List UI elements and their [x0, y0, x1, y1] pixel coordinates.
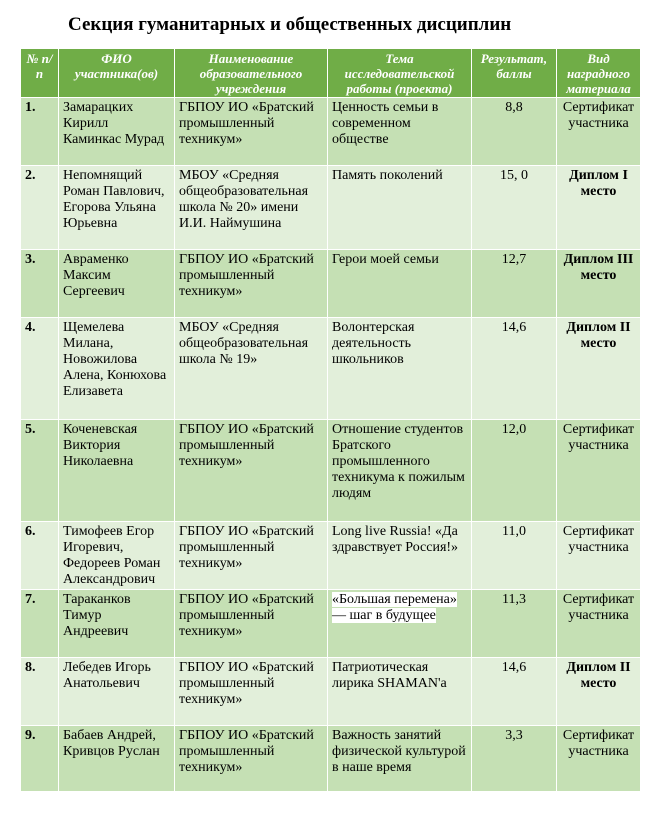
award: Диплом II место	[557, 318, 641, 420]
table-row	[21, 658, 641, 726]
table-body	[21, 98, 641, 792]
header-topic: Тема исследовательской работы (проекта)	[328, 49, 472, 98]
table-row	[21, 590, 641, 658]
award: Сертификат участника	[557, 522, 641, 590]
header-name: ФИО участника(ов)	[59, 49, 175, 98]
header-award: Вид наградного материала	[557, 49, 641, 98]
project-topic: Герои моей семьи	[328, 250, 472, 318]
school-name: ГБПОУ ИО «Братский промышленный техникум»	[175, 98, 328, 166]
table-row	[21, 420, 641, 522]
project-topic: Патриотическая лирика SHAMAN'a	[328, 658, 472, 726]
score: 3,3	[472, 726, 557, 792]
header-score: Результат, баллы	[472, 49, 557, 98]
table-row	[21, 250, 641, 318]
project-topic: Отношение студентов Братского промышленного техникума к пожилым людям	[328, 420, 472, 522]
table-header	[21, 49, 641, 98]
participant-name: Тимофеев Егор Игоревич, Федореев Роман Александрович	[59, 522, 175, 590]
participant-name: Непомнящий Роман Павлович, Егорова Ульяна Юрьевна	[59, 166, 175, 250]
section-title: Секция гуманитарных и общественных дисциплин	[68, 14, 512, 35]
header-school: Наименование образовательного учреждения	[175, 49, 328, 98]
score: 11,0	[472, 522, 557, 590]
project-topic: Важность занятий физической культурой в наше время	[328, 726, 472, 792]
school-name: ГБПОУ ИО «Братский промышленный техникум»	[175, 420, 328, 522]
project-topic: Long live Russia! «Да здравствует Россия!»	[328, 522, 472, 590]
school-name: ГБПОУ ИО «Братский промышленный техникум»	[175, 250, 328, 318]
row-num: 3.	[21, 250, 59, 318]
school-name: ГБПОУ ИО «Братский промышленный техникум»	[175, 590, 328, 658]
table-row	[21, 166, 641, 250]
score: 12,7	[472, 250, 557, 318]
results-table	[20, 48, 641, 792]
score: 14,6	[472, 318, 557, 420]
project-topic	[328, 590, 472, 658]
school-name: ГБПОУ ИО «Братский промышленный техникум»	[175, 726, 328, 792]
school-name: МБОУ «Средняя общеобразовательная школа № 19»	[175, 318, 328, 420]
participant-name: Щемелева Милана, Новожилова Алена, Конюхова Елизавета	[59, 318, 175, 420]
score: 12,0	[472, 420, 557, 522]
score: 11,3	[472, 590, 557, 658]
table-row	[21, 318, 641, 420]
participant-name: Авраменко Максим Сергеевич	[59, 250, 175, 318]
table-row	[21, 522, 641, 590]
row-num: 6.	[21, 522, 59, 590]
award: Сертификат участника	[557, 590, 641, 658]
school-name: ГБПОУ ИО «Братский промышленный техникум»	[175, 522, 328, 590]
row-num: 4.	[21, 318, 59, 420]
row-num: 9.	[21, 726, 59, 792]
award: Диплом III место	[557, 250, 641, 318]
header-num: № п/п	[21, 49, 59, 98]
table-row	[21, 98, 641, 166]
school-name: МБОУ «Средняя общеобразовательная школа № 20» имени И.И. Наймушина	[175, 166, 328, 250]
project-topic: Волонтерская деятельность школьников	[328, 318, 472, 420]
award: Сертификат участника	[557, 420, 641, 522]
award: Диплом II место	[557, 658, 641, 726]
row-num: 8.	[21, 658, 59, 726]
row-num: 2.	[21, 166, 59, 250]
school-name: ГБПОУ ИО «Братский промышленный техникум»	[175, 658, 328, 726]
row-num: 1.	[21, 98, 59, 166]
score: 8,8	[472, 98, 557, 166]
score: 15, 0	[472, 166, 557, 250]
row-num: 7.	[21, 590, 59, 658]
score: 14,6	[472, 658, 557, 726]
participant-name: Тараканков Тимур Андреевич	[59, 590, 175, 658]
project-topic: Память поколений	[328, 166, 472, 250]
participant-name: Коченевская Виктория Николаевна	[59, 420, 175, 522]
award: Сертификат участника	[557, 98, 641, 166]
award: Сертификат участника	[557, 726, 641, 792]
award: Диплом I место	[557, 166, 641, 250]
participant-name: Лебедев Игорь Анатольевич	[59, 658, 175, 726]
project-topic-highlight: «Большая перемена» — шаг в будущее	[332, 592, 457, 623]
participant-name: Замарацких Кирилл Каминкас Мурад	[59, 98, 175, 166]
project-topic: Ценность семьи в современном обществе	[328, 98, 472, 166]
header-row	[21, 49, 641, 98]
participant-name: Бабаев Андрей, Кривцов Руслан	[59, 726, 175, 792]
row-num: 5.	[21, 420, 59, 522]
table-row	[21, 726, 641, 792]
